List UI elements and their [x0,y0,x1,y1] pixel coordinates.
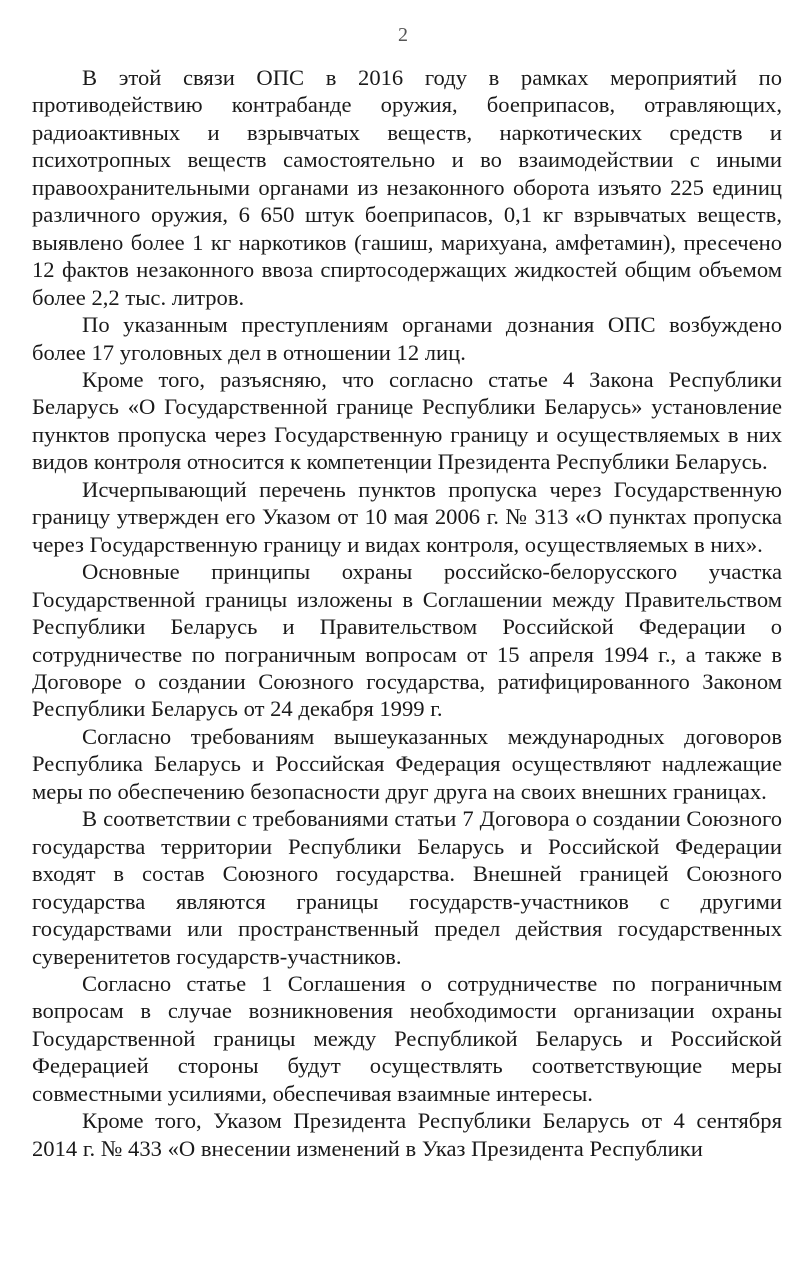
paragraph-treaty-requirements: Согласно требованиям вышеуказанных международных договоров Республика Беларусь и Российская Федерация осуществляют надлежащие меры по обеспечению безопасности друг друга на своих внешних границах. [32,723,782,804]
paragraph-presidential-decree: Кроме того, Указом Президента Республики Беларусь от 4 сентября 2014 г. № 433 «О внесении изменений в Указ Президента Республики [32,1108,782,1161]
document-body [32,64,782,1162]
paragraph-union-state-territory: В соответствии с требованиями статьи 7 Договора о создании Союзного государства территории Республики Беларусь и Российской Федерации входят в состав Союзного государства. Внешней границей Союзного государства являются границы государств-участников с другими государствами или пространственный предел действия государственных суверенитетов государств-участников. [32,806,782,969]
paragraph-protection-principles: Основные принципы охраны российско-белорусского участка Государственной границы изложены в Соглашении между Правительством Республики Беларусь и Правительством Российской Федерации о сотрудничестве по пограничным вопросам от 15 апреля 1994 г., а также в Договоре о создании Союзного государства, ратифицированного Законом Республики Беларусь от 24 декабря 1999 г. [32,559,782,722]
paragraph-checkpoint-list: Исчерпывающий перечень пунктов пропуска через Государственную границу утвержден его Указом от 10 мая 2006 г. № 313 «О пунктах пропуска через Государственную границу и видах контроля, осуществляемых в них». [32,476,782,557]
paragraph-criminal-cases: По указанным преступлениям органами дознания ОПС возбуждено более 17 уголовных дел в отношении 12 лиц. [32,312,782,365]
paragraph-agreement-article-1: Согласно статье 1 Соглашения о сотрудничестве по пограничным вопросам в случае возникновения необходимости организации охраны Государственной границы между Республикой Беларусь и Российской Федерацией стороны будут осуществлять соответствующие меры совместными усилиями, обеспечивая взаимные интересы. [32,970,782,1106]
paragraph-contraband-results: В этой связи ОПС в 2016 году в рамках мероприятий по противодействию контрабанде оружия, боеприпасов, отравляющих, радиоактивных и взрывчатых веществ, наркотических средств и психотропных веществ самостоятельно и во взаимодействии с иными правоохранительными органами из незаконного оборота изъято 225 единиц различного оружия, 6 650 штук боеприпасов, 0,1 кг взрывчатых веществ, выявлено более 1 кг наркотиков (гашиш, марихуана, амфетамин), пресечено 12 фактов незаконного ввоза спиртосодержащих жидкостей общим объемом более 2,2 тыс. литров. [32,65,782,310]
paragraph-border-law: Кроме того, разъясняю, что согласно статье 4 Закона Республики Беларусь «О Государственной границе Республики Беларусь» установление пунктов пропуска через Государственную границу и осуществляемых в них видов контроля относится к компетенции Президента Республики Беларусь. [32,366,782,475]
page-number: 2 [398,24,408,46]
